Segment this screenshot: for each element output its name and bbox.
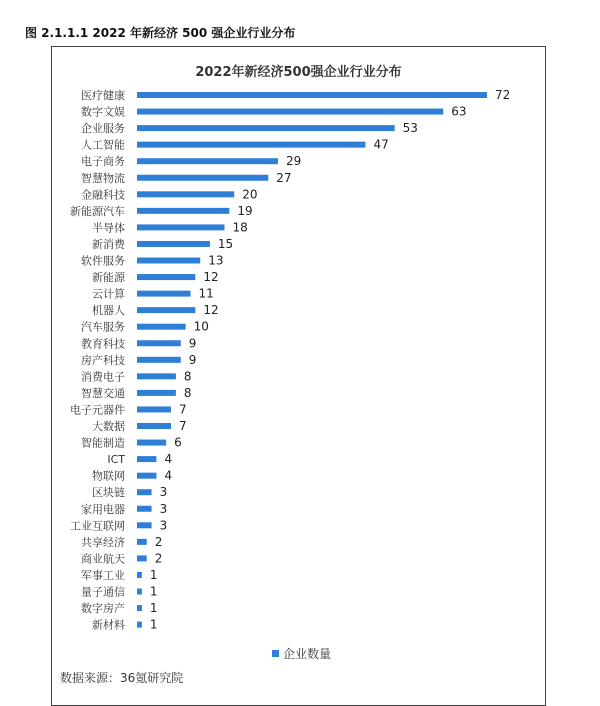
category-label: 金融科技 [81,188,125,202]
data-label: 3 [159,518,168,533]
bar [137,125,395,131]
data-label: 4 [164,468,173,483]
figure-caption: 图 2.1.1.1 2022 年新经济 500 强企业行业分布 [25,26,296,40]
legend-swatch [272,650,279,657]
category-label: 新材料 [92,618,125,632]
category-label: 新能源 [92,271,125,285]
bar [137,506,152,512]
bar [137,109,443,115]
bar [137,274,195,280]
category-label: 智能制造 [81,436,125,450]
bar [137,175,268,181]
data-label: 4 [164,452,173,467]
data-label: 7 [179,419,187,433]
category-label: 量子通信 [81,585,125,599]
bar [137,158,278,164]
data-label: 9 [188,352,197,367]
bar [137,390,176,396]
category-label: 新消费 [92,237,125,251]
data-label: 12 [203,270,219,285]
data-label: 29 [285,154,302,169]
bar [137,406,171,412]
data-label: 1 [149,601,158,616]
legend-label: 企业数量 [283,647,332,661]
chart-title: 2022年新经济500强企业行业分布 [195,65,402,80]
bar [137,92,487,98]
bar [137,539,147,545]
bar [137,572,142,578]
source-note: 数据来源：36氪研究院 [60,671,184,685]
bar [137,489,152,495]
category-label: 软件服务 [81,254,125,268]
category-label: 工业互联网 [70,519,125,533]
data-label: 8 [183,369,192,384]
legend [272,645,331,662]
data-label: 1 [149,567,158,582]
bar [137,224,225,230]
data-label: 8 [183,385,192,400]
category-label: 智慧交通 [81,386,125,400]
data-label: 3 [159,485,168,500]
category-label: 半导体 [92,221,125,235]
category-label: 人工智能 [81,138,125,152]
data-label: 2 [154,534,163,549]
data-label: 12 [203,303,219,318]
bar [137,522,152,528]
data-label: 9 [188,336,197,351]
category-label: 数字房产 [81,602,125,616]
category-label: 区块链 [92,486,125,500]
category-label: 教育科技 [81,337,125,351]
bar [137,555,147,561]
category-label: 新能源汽车 [70,204,125,218]
data-label: 1 [149,617,158,632]
category-label: 共享经济 [81,535,125,549]
chart-frame [51,46,546,706]
data-label: 15 [217,236,234,251]
data-label: 63 [451,104,467,119]
data-label: 2 [154,551,163,566]
bar [137,423,171,429]
data-label: 3 [159,501,168,516]
category-label: 军事工业 [81,568,125,582]
category-label: 机器人 [92,304,125,318]
data-label: 10 [193,319,209,334]
data-label: 18 [232,220,248,235]
category-label: 电子元器件 [70,403,125,417]
category-label: 大数据 [92,420,125,433]
bar [137,142,365,148]
bar [137,340,181,346]
bar [137,191,234,197]
category-label: 消费电子 [81,370,125,384]
bar [137,307,195,313]
bar [137,324,186,330]
category-label: 电子商务 [81,155,125,169]
category-label: 房产科技 [81,353,125,367]
data-label: 20 [242,187,258,202]
category-label: 智慧物流 [81,171,125,185]
data-label: 72 [495,88,511,102]
data-label: 11 [198,286,214,301]
bar [137,473,156,479]
category-label: 医疗健康 [81,89,125,102]
category-label: 企业服务 [81,122,125,136]
bar-chart [52,47,545,637]
bar [137,589,142,595]
bar [137,440,166,446]
data-label: 27 [276,170,292,185]
bar [137,241,210,247]
bar [137,456,156,462]
bar [137,291,190,297]
category-label: 商业航天 [81,552,125,566]
data-label: 6 [174,435,182,450]
bar [137,605,142,611]
data-label: 53 [402,121,418,136]
category-label: 物联网 [92,469,125,483]
data-label: 1 [149,584,158,599]
bar [137,373,176,379]
data-label: 47 [373,137,389,152]
category-label: 数字文娱 [81,105,125,119]
category-label: 家用电器 [81,502,125,516]
bar [137,357,181,363]
data-label: 7 [179,402,187,417]
category-label: 云计算 [92,287,125,301]
bar [137,622,142,628]
data-label: 19 [237,203,253,218]
bar [137,208,229,214]
bar [137,258,200,264]
category-label: 汽车服务 [81,320,125,334]
data-label: 13 [208,253,224,268]
category-label: ICT [107,453,125,467]
